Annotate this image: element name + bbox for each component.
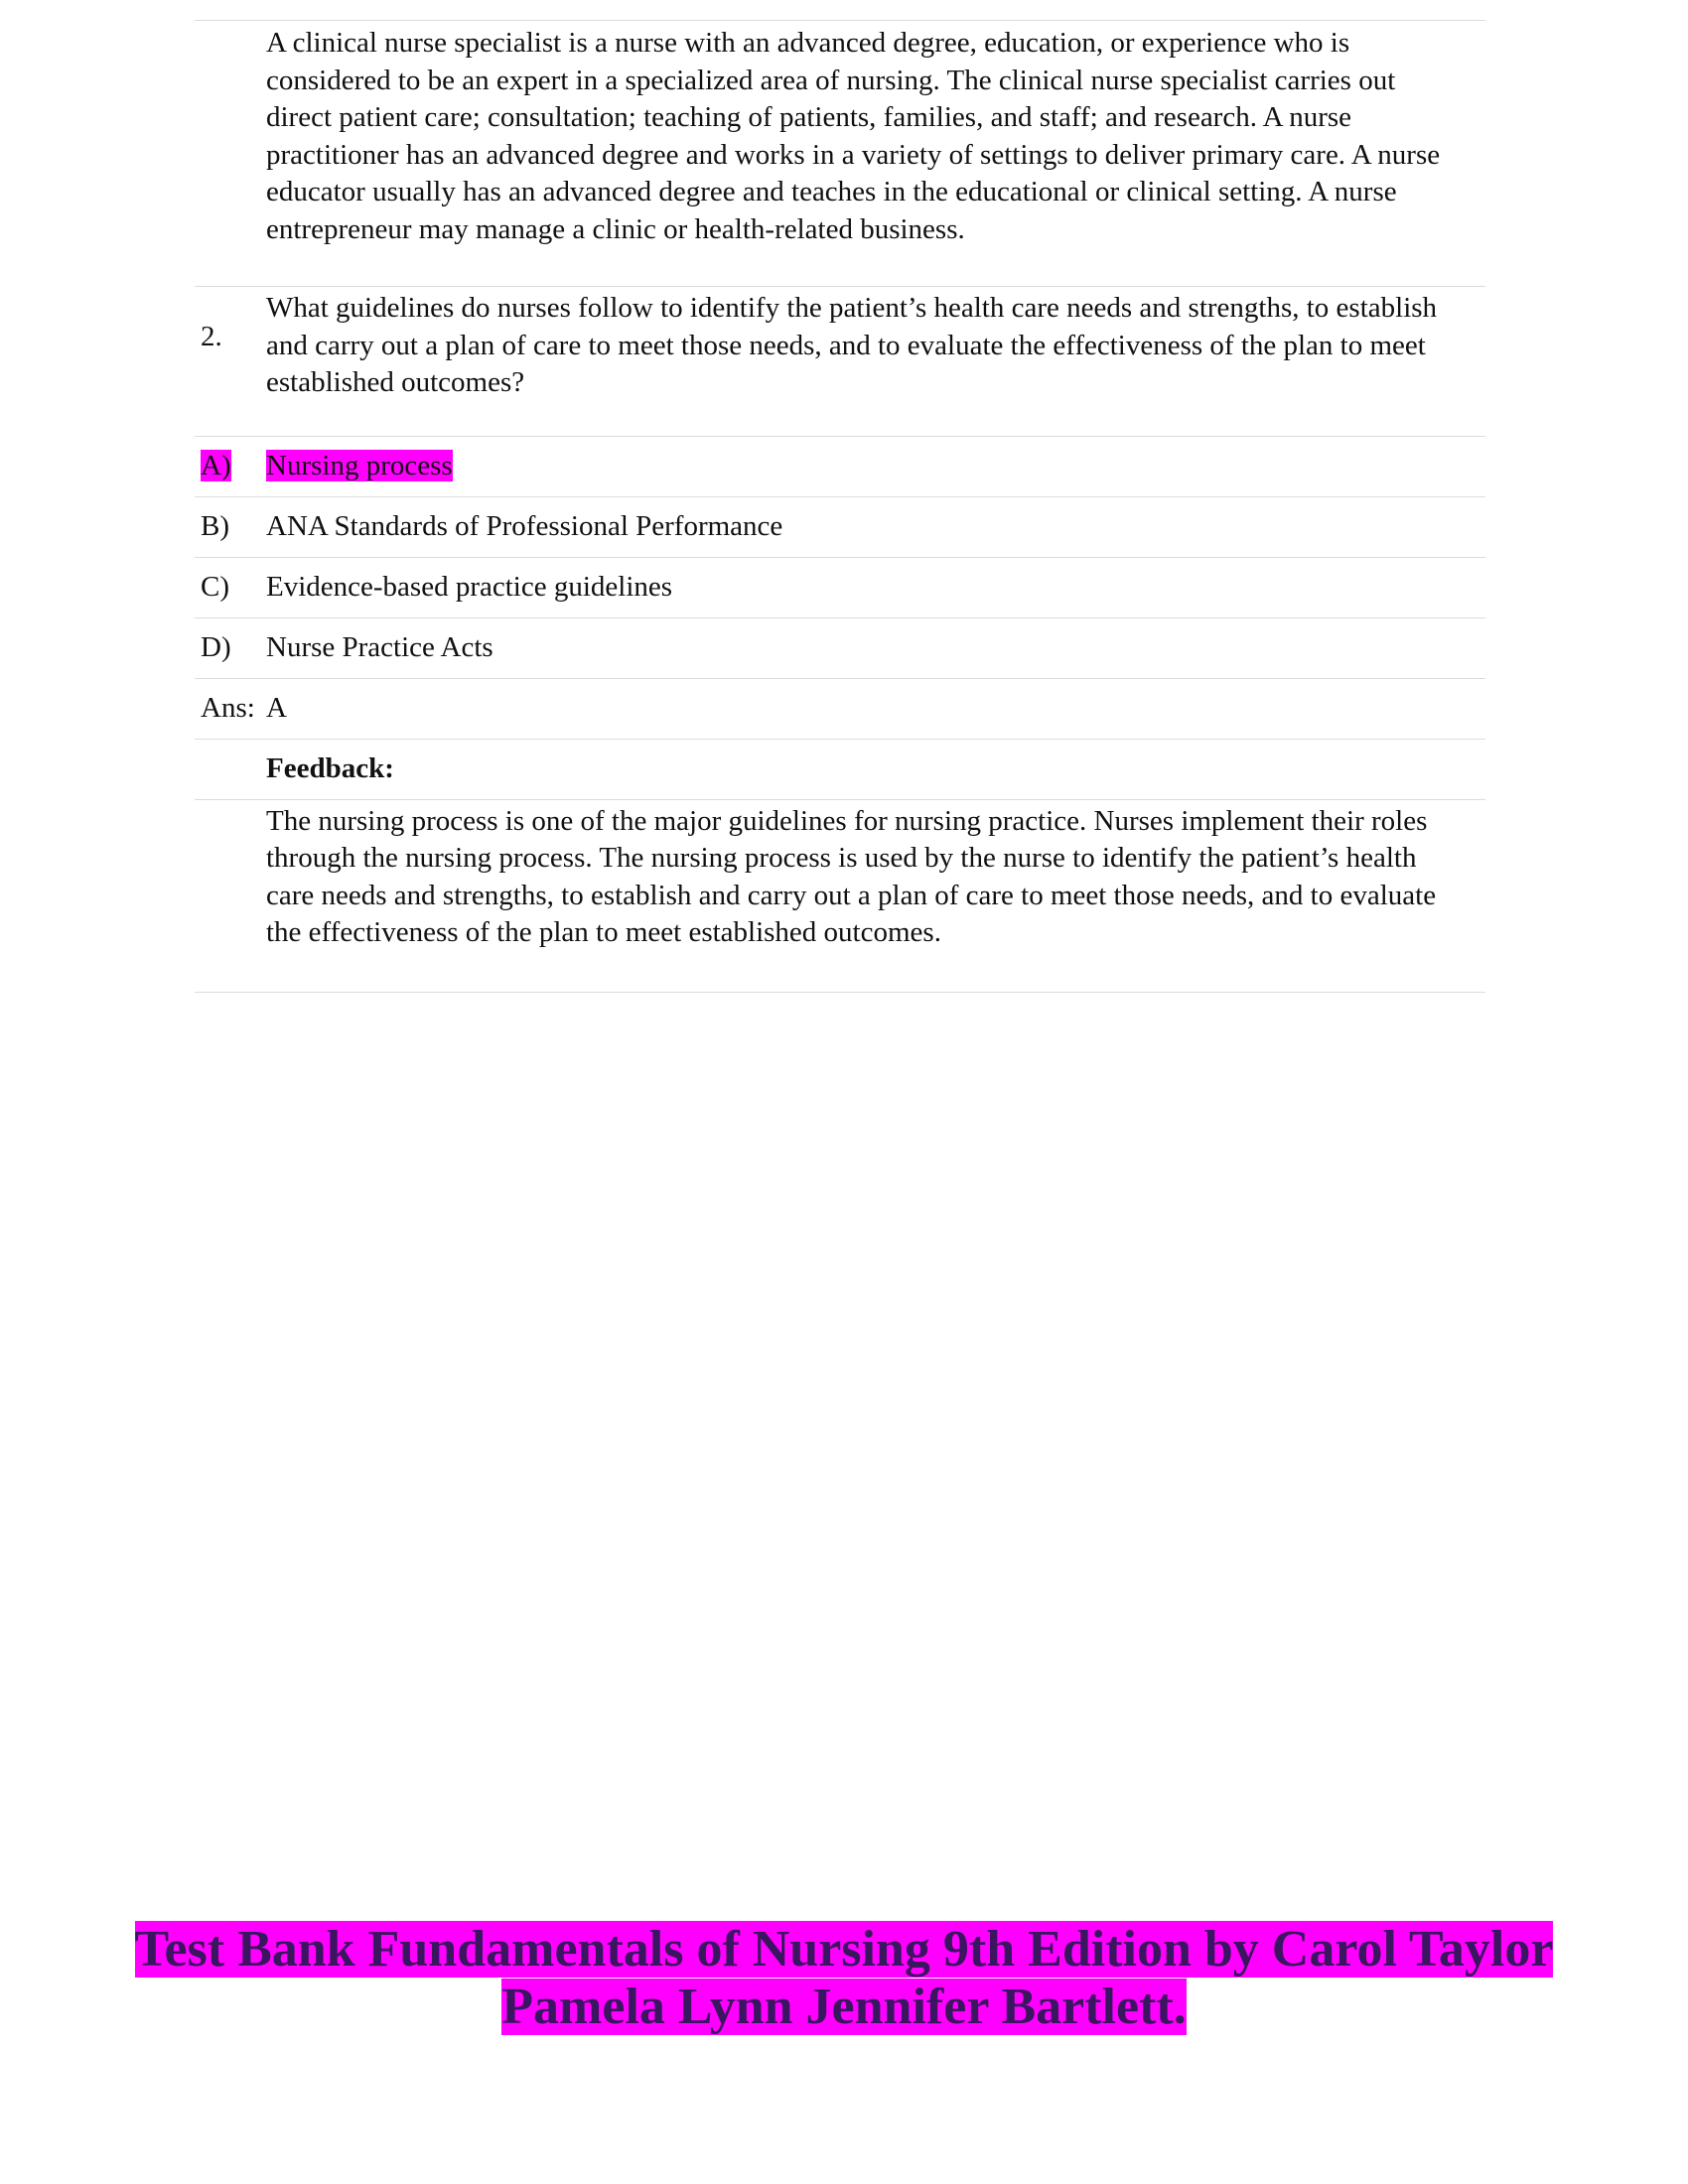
answer-value: A (266, 691, 287, 724)
option-text-a-highlight: Nursing process (266, 449, 453, 481)
option-text-c: Evidence-based practice guidelines (266, 570, 673, 603)
option-row-c (195, 557, 1485, 617)
question-table (195, 20, 1485, 993)
question-number: 2. (201, 320, 222, 352)
feedback-heading: Feedback: (266, 751, 394, 784)
feedback-text: The nursing process is one of the major guidelines for nursing practice. Nurses implement their roles through the nursing process. The nursing process is used by the nurse to identify the patient’s health care needs and strengths, to establish and carry out a plan of care to meet those needs, and to evaluate the effectiveness of the plan to meet established outcomes. (266, 804, 1437, 948)
option-row-b (195, 496, 1485, 557)
footer-book-title (0, 1921, 1688, 2036)
option-label-a (195, 448, 266, 485)
option-text-a (266, 448, 1485, 485)
feedback-heading-row (195, 739, 1485, 799)
option-row-a (195, 436, 1485, 496)
empty-label-cell (195, 25, 266, 248)
option-text-d: Nurse Practice Acts (266, 630, 493, 663)
answer-label: Ans: (201, 691, 255, 724)
answer-row (195, 678, 1485, 739)
option-label-c: C) (201, 570, 229, 603)
question-row (195, 286, 1485, 436)
footer-title-line-1: Test Bank Fundamentals of Nursing 9th Edition by Carol Taylor (134, 1921, 1554, 1978)
option-label-b: B) (201, 509, 229, 542)
option-label-a-highlight: A) (201, 449, 231, 481)
option-text-b: ANA Standards of Professional Performance (266, 509, 783, 542)
previous-rationale-text: A clinical nurse specialist is a nurse with an advanced degree, education, or experience who is considered to be an expert in a specialized area of nursing. The clinical nurse specialist carries out direct patient care; consultation; teaching of patients, families, and staff; and research. A nurse practitioner has an advanced degree and works in a variety of settings to deliver primary care. A nurse educator usually has an advanced degree and teaches in the educational or clinical setting. A nurse entrepreneur may manage a clinic or health-related business. (266, 27, 1441, 245)
previous-rationale-row (195, 20, 1485, 286)
option-label-d: D) (201, 630, 231, 663)
empty-label-cell (195, 803, 266, 952)
option-row-d (195, 617, 1485, 678)
footer-title-line-2: Pamela Lynn Jennifer Bartlett. (501, 1979, 1187, 2035)
feedback-text-row (195, 799, 1485, 993)
question-text: What guidelines do nurses follow to identify the patient’s health care needs and strengths, to establish and carry out a plan of care to meet those needs, and to evaluate the effectiveness of the plan to meet established outcomes? (266, 292, 1438, 398)
